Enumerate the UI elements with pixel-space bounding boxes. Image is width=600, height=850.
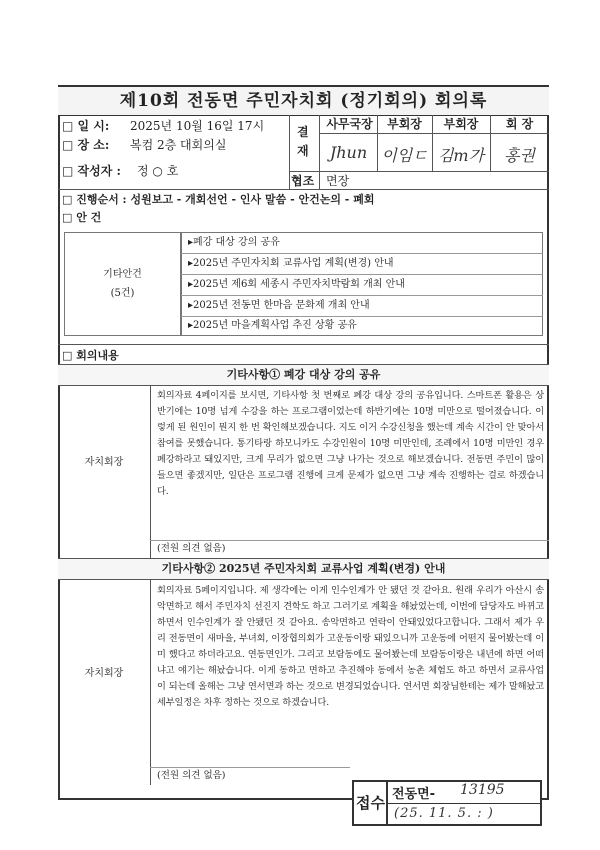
- role-vice-chair-1: 부회장: [387, 117, 422, 131]
- role-chair: 회 장: [505, 117, 534, 131]
- approval-label-2: 재: [297, 144, 309, 158]
- signature-vice-chair-1: 이임ㄷ: [381, 146, 428, 165]
- cooperation-value: 면장: [326, 174, 350, 188]
- other-item: ▸2025년 주민자치회 교류사업 계획(변경) 안내: [188, 258, 394, 269]
- section-2-heading: 기타사항② 2025년 주민자치회 교류사업 계획(변경) 안내: [161, 562, 446, 575]
- role-secretary: 사무국장: [326, 117, 373, 131]
- minutes-header: □ 회의내용: [62, 349, 119, 362]
- approval-label-1: 결: [297, 125, 309, 139]
- section-1-text: 회의자료 4페이지를 보시면, 기타사항 첫 번째로 폐강 대상 강의 공유입니다. 스마트폰 활용은 상반기에는 10명 넘게 수강을 하는 프로그램이었는데 하반기에는 10명 미만으로 떨어졌습니다. 이렇게 된 원인이 뭔지 한 번 확인해보겠습니다. 지도 이거 수강신청을 했는데 계속 시간이 안 맞아서 참여를 못했습니다. 통기타랑 하모니카도 수강인원이 10명 미만인데, 조례에서 10명 미만인 경우 폐강하라고 돼있지만, 크게 무리가 없으면 그냥 나가는 것으로 해보겠습니다. 전동면 주민이 많이 들으면 좋겠지만, 일단은 프로그램 진행에 크게 문제가 없으면 그냥 계속 진행하는 걸로 하겠습니다.: [157, 390, 544, 497]
- section-2-text: 회의자료 5페이지입니다. 제 생각에는 이게 인수인계가 안 됐던 것 같아요. 원래 우리가 아산시 송악면하고 해서 주민자치 선진지 견학도 하고 그러기로 계획을 해놨었는데, 이번에 담당자도 바뀌고 하면서 인수인계가 잘 안됐던 것 같아요. 송악면하고 연락이 안돼있었다고합니다. 그래서 제가 우리 전동면이 새마을, 부녀회, 이장협의회가 고운동이랑 돼있으니까 고운동에 어떤지 물어봤는데 이미 했다고 하더라고요. 연동면인가. 그리고 보람동에도 물어봤는데 보람동이랑은 내년에 하면 어떠냐고 얘기는 해놨습니다. 이게 동하고 면하고 추진해야 동에서 농촌 체험도 하고 하면서 교류사업이 되는데 올해는 그냥 연서면과 하는 것으로 변경되었습니다. 연서면 회장님한테는 제가 말해놨고 세부일정은 차후 정하는 것으로 하겠습니다.: [157, 585, 544, 708]
- other-item: ▸2025년 제6회 세종시 주민자치박람회 개최 안내: [188, 279, 405, 290]
- receipt-office: 전동면-: [392, 787, 436, 802]
- other-items-count: (5건): [110, 288, 135, 299]
- signature-chair: 홍권: [504, 146, 535, 165]
- place-value: 복컴 2층 대회의실: [130, 138, 227, 152]
- other-item: ▸2025년 마을계획사업 추진 상황 공유: [188, 320, 357, 331]
- other-items-label-cell: [64, 232, 181, 336]
- date-label: □ 일 시:: [62, 119, 110, 133]
- other-item: ▸2025년 전동면 한마음 문화제 개최 안내: [188, 300, 370, 311]
- section-2-speaker: 자치회장: [84, 668, 124, 679]
- section-1-note: (전원 의견 없음): [157, 543, 226, 554]
- role-vice-chair-2: 부회장: [443, 117, 479, 131]
- receipt-date: (25. 11. 5. : ): [394, 806, 494, 821]
- section-2-note: (전원 의견 없음): [157, 770, 226, 781]
- page-title: 제10회 전동면 주민자치회 (정기회의) 회의록: [58, 87, 549, 115]
- receipt-number: 13195: [460, 782, 505, 798]
- author-label: □ 작성자 :: [62, 164, 121, 178]
- section-1-heading: 기타사항① 폐강 대상 강의 공유: [226, 368, 381, 381]
- signature-vice-chair-2: 김m가: [437, 146, 485, 165]
- agenda-header: □ 안 건: [62, 211, 102, 224]
- other-item: ▸폐강 대상 강의 공유: [188, 237, 280, 248]
- signature-secretary: Jhun: [329, 143, 368, 162]
- place-label: □ 장 소:: [62, 138, 110, 152]
- cooperation-label: 협조: [291, 174, 315, 188]
- receipt-label: 접수: [356, 794, 385, 812]
- agenda-order: □ 진행순서 : 성원보고 - 개회선언 - 인사 말씀 - 안건논의 - 폐회: [62, 193, 375, 206]
- section-1-speaker: 자치회장: [84, 457, 124, 468]
- other-items-label: 기타안건: [103, 269, 142, 280]
- author-value: 정 ○ 호: [137, 164, 179, 178]
- date-value: 2025년 10월 16일 17시: [130, 119, 265, 133]
